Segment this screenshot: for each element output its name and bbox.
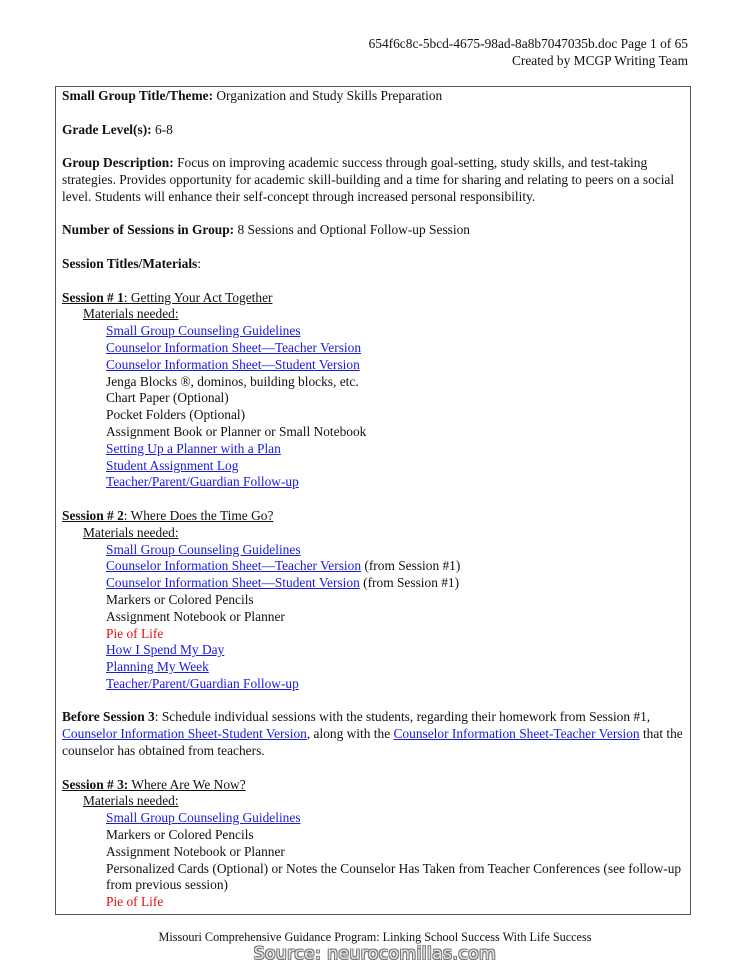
session-1-materials: [62, 323, 686, 491]
material-link[interactable]: Counselor Information Sheet—Student Version: [106, 575, 360, 591]
material-link[interactable]: Setting Up a Planner with a Plan: [106, 440, 281, 456]
materials-heading: Materials needed:: [83, 306, 179, 322]
material-link[interactable]: Student Assignment Log: [106, 457, 239, 473]
material-item: [106, 844, 686, 861]
material-item: [106, 894, 686, 911]
document-body: [62, 87, 686, 911]
student-version-link[interactable]: Counselor Information Sheet-Student Version: [62, 726, 307, 742]
material-item: [106, 374, 686, 391]
material-link[interactable]: Small Group Counseling Guidelines: [106, 810, 301, 826]
material-item: [106, 390, 686, 407]
page-header: [369, 36, 688, 69]
material-item: [106, 558, 686, 575]
material-text: Personalized Cards (Optional) or Notes the Counselor Has Taken from Teacher Conferences (see follow-up from previous session): [106, 860, 682, 893]
session-1-title: : Getting Your Act Together: [123, 289, 273, 305]
material-item: [106, 676, 686, 693]
material-item: [106, 642, 686, 659]
session-3: [62, 777, 686, 911]
number-of-sessions: [62, 222, 686, 239]
material-link[interactable]: Counselor Information Sheet—Teacher Version: [106, 339, 362, 355]
grade-value: 6-8: [151, 121, 173, 137]
session-1-heading: [62, 290, 686, 307]
before-session-3: Before Session 3: Schedule individual sessions with the students, regarding their homework from Session #1, Counselor Information Sheet-Student Version, along with the Counselor Information Sheet-Teacher Version that the counselor has obtained from teachers.: [62, 709, 683, 759]
material-item: [106, 542, 686, 559]
material-link[interactable]: Teacher/Parent/Guardian Follow-up: [106, 675, 299, 691]
material-item: [106, 659, 686, 676]
material-note: (from Session #1): [359, 575, 460, 591]
session-2-title: : Where Does the Time Go?: [123, 507, 274, 523]
small-group-title: [62, 88, 686, 105]
material-text: Markers or Colored Pencils: [106, 827, 254, 843]
material-item: [106, 357, 686, 374]
grade-level: [62, 122, 686, 139]
session-3-label: Session # 3:: [62, 776, 129, 792]
material-text: Jenga Blocks ®, dominos, building blocks, etc.: [106, 373, 359, 389]
group-description: [62, 155, 686, 205]
material-item: [106, 609, 686, 626]
material-text: Markers or Colored Pencils: [106, 591, 254, 607]
material-item: [106, 827, 686, 844]
material-text: Pocket Folders (Optional): [106, 407, 246, 423]
title-value: Organization and Study Skills Preparation: [213, 88, 443, 103]
desc-label: Group Description:: [62, 155, 174, 171]
material-link[interactable]: How I Spend My Day: [106, 642, 225, 658]
sessions-value: 8 Sessions and Optional Follow-up Session: [234, 222, 470, 238]
material-red-text: Pie of Life: [106, 625, 164, 641]
session-titles-heading: Session Titles/Materials:: [62, 255, 202, 271]
doc-filename-page: 654f6c8c-5bcd-4675-98ad-8a8b7047035b.doc Page 1 of 65: [368, 36, 688, 51]
material-item: [106, 323, 686, 340]
title-label: Small Group Title/Theme:: [62, 88, 214, 103]
session-3-materials: [62, 810, 686, 911]
material-link[interactable]: Counselor Information Sheet—Student Version: [106, 356, 360, 372]
session-2-heading: [62, 508, 686, 525]
material-item: [106, 424, 686, 441]
session-2-label: Session # 2: [62, 507, 124, 523]
page-footer: Missouri Comprehensive Guidance Program: Linking School Success With Life Success: [158, 930, 592, 944]
material-item: [106, 458, 686, 475]
created-by: Created by MCGP Writing Team: [511, 52, 688, 68]
material-item: [106, 575, 686, 592]
material-link[interactable]: Planning My Week: [106, 659, 209, 675]
session-3-heading: [62, 777, 686, 794]
material-link[interactable]: Small Group Counseling Guidelines: [106, 323, 301, 339]
material-text: Assignment Notebook or Planner: [106, 843, 285, 859]
session-1: [62, 290, 686, 492]
material-text: Assignment Book or Planner or Small Notebook: [106, 423, 367, 439]
material-link[interactable]: Teacher/Parent/Guardian Follow-up: [106, 474, 299, 490]
material-item: [106, 340, 686, 357]
session-2: [62, 508, 686, 693]
materials-heading: Materials needed:: [83, 524, 179, 540]
material-item: [106, 474, 686, 491]
material-item: [106, 407, 686, 424]
teacher-version-link[interactable]: Counselor Information Sheet-Teacher Version: [393, 726, 640, 742]
material-item: [106, 441, 686, 458]
source-watermark: Source: neurocomillas.com: [253, 944, 497, 964]
material-item: [106, 861, 686, 895]
material-text: Chart Paper (Optional): [106, 390, 229, 406]
session-2-materials: [62, 542, 686, 693]
material-item: [106, 626, 686, 643]
session-1-label: Session # 1: [62, 289, 124, 305]
materials-heading: Materials needed:: [83, 793, 179, 809]
material-link[interactable]: Small Group Counseling Guidelines: [106, 541, 301, 557]
material-item: [106, 592, 686, 609]
desc-value: Focus on improving academic success through goal-setting, study skills, and test-taking strategies. Provides opportunity for academic skill-building and a time for sharing and relating to peers on a social level. Students will enhance their self-concept through increased personal responsibility.: [62, 155, 675, 204]
session-3-title: Where Are We Now?: [128, 776, 246, 792]
grade-label: Grade Level(s):: [62, 121, 152, 137]
material-red-text: Pie of Life: [106, 894, 164, 910]
before-3-label: Before Session 3: [62, 709, 155, 725]
material-note: (from Session #1): [361, 558, 461, 574]
material-item: [106, 810, 686, 827]
sessions-label: Number of Sessions in Group:: [62, 222, 235, 238]
material-text: Assignment Notebook or Planner: [106, 608, 285, 624]
material-link[interactable]: Counselor Information Sheet—Teacher Version: [106, 558, 362, 574]
